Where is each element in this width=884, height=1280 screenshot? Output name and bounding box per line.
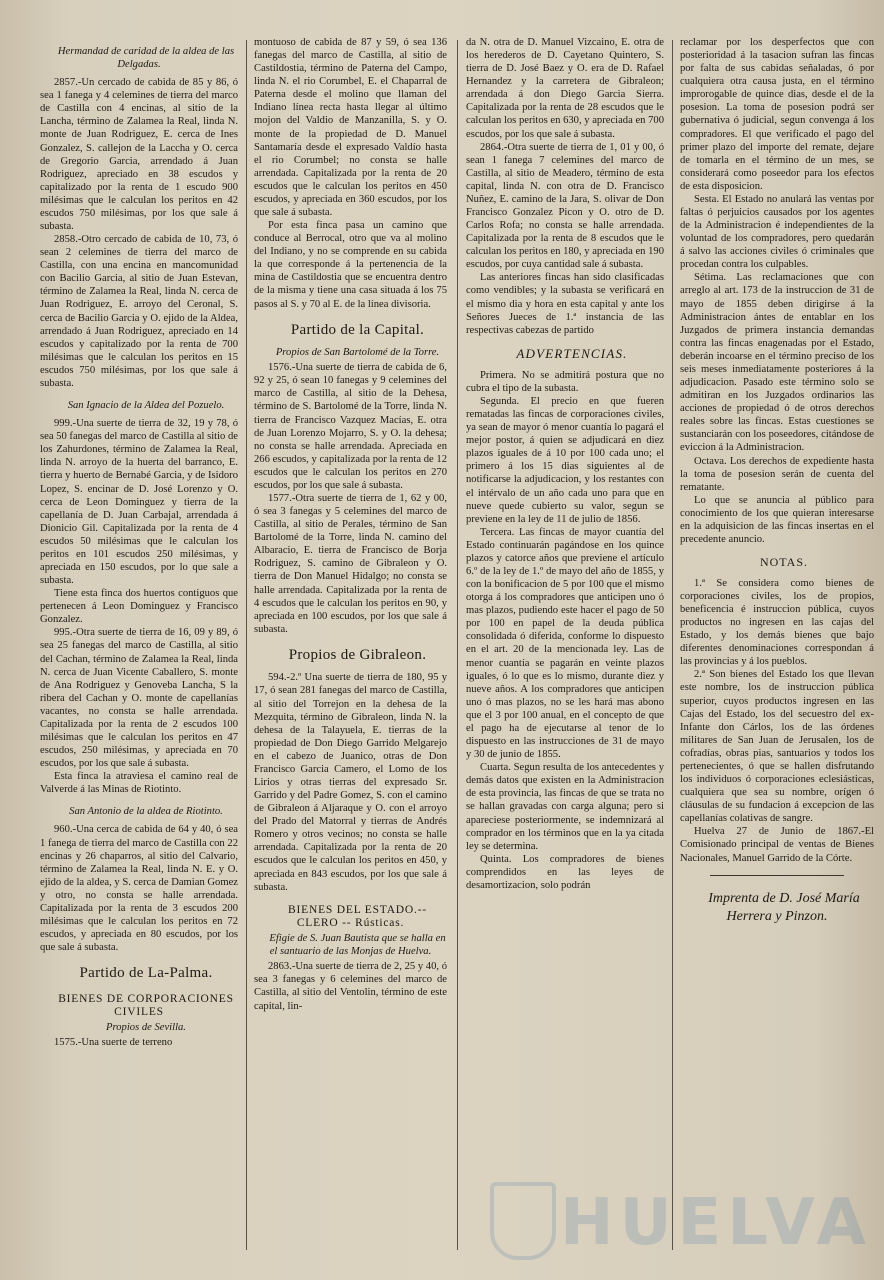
paragraph: Sétima. Las reclamaciones que con arreglo al art. 173 de la instruccion de 31 de mayo de 1855 deben dirigirse á la Administracion ántes de entablar en los Juzgados de primera instancia demandas contra las fincas enagenadas por el Estado, deberán incoarse en el término preciso de los seis meses inmediatamente posteriores á la adjudicacion. Pasado este término solo se admitiran en los Juzgados ordinarios las acciones de propiedad ó de otros derechos reales sobre las fincas. Estas cuestiones se sustanciarán con los poseedores, citándose de eviccion á la Administracion. — [680, 272, 874, 454]
advertencias-heading: ADVERTENCIAS. — [516, 345, 628, 361]
paragraph: 2.ª Son bienes del Estado los que llevan este nombre, los de instruccion pública superior, cuyos productos ingresen en las Cajas del Estado, los del secuestro del ex-Infante don Cárlos, los de las órdenes militares de San Juan de Jerusalen, los de cofradías, obras pias, santuarios y todos los pertenecientes, ó que se hallen disfrutando los individuos ó corporaciones eclesiásticas, cualquiera que sea su nombre, orígen ó cláusulas de su fundacion á excepcion de las capellanías colativas de sangre. — [680, 669, 874, 825]
paragraph: Lo que se anuncia al público para conocimiento de los que quieran interesarse en la adquisicion de las fincas insertas en el precedente anuncio. — [680, 494, 874, 545]
paragraph: Huelva 27 de Junio de 1867.-El Comisionado principal de ventas de Bienes Nacionales, Manuel Garrido de la Córte. — [680, 826, 874, 864]
paragraph: Por esta finca pasa un camino que conduce al Berrocal, otro que va al molino del Indiano, y no se comprende en su cabida la que corresponde á la pertenencia de la mina de Castildostia que se encuentra dentro de la misma y tiene una casa situada á los 75 pasos al S. y 70 al E. de la línea divisoria. — [254, 220, 447, 310]
paragraph: Las anteriores fincas han sido clasificadas como vendibles; y la subasta se verificará en el mismo dia y hora en esta capital y ante los Señores Jueces de 1.ª instancia de las respectivas cabezas de partido — [466, 272, 664, 336]
section-heading: San Antonio de la aldea de Riotinto. — [69, 806, 223, 818]
paragraph: 999.-Una suerte de tierra de 32, 19 y 78, ó sea 50 fanegas del marco de Castilla al sitio de los Zahurdones, término de Zalamea la Real, linda N. arroyo de la huerta del barranco, E. tierra y huerto de Bernabé Garcia, y de Isidoro Lopez, S. encinar de D. José Lorenzo y O. cerca de Leon Dominguez y tierra de la capellanía de D. Juan Carbajal, arrendada á Dionicio Gil. Capitalizada por la renta de 4 escudos 50 milésimas que le calculan los peritos en 101 escudos 250 milésimas, y apreciada en 150 escudos, por lo que sale a subasta. — [40, 418, 238, 587]
column-rule — [457, 40, 458, 1250]
paragraph: Octava. Los derechos de expediente hasta la toma de posesion serán de cuenta del rematante. — [680, 455, 874, 493]
paragraph-continued: reclamar por los desperfectos que con posterioridad á la tasacion sufran las fincas por falta de sus cabidas señaladas, ó por cualquiera otra causa justa, en el término improrogable de quince dias, desde el de la posesion. La toma de posesion podrá ser gubernativa ó judicial, segun convenga á los compradores. El que verificado el pago del primer plazo del importe del remate, dejare de tomarla en el término de un mes, se considerará como poseedor para los efectos de esta disposicion. — [680, 37, 874, 192]
column-rule — [672, 40, 673, 1250]
paragraph: 1.ª Se considera como bienes de corporaciones civiles, los de propios, beneficencia é instruccion pública, cuyos productos no ingresen en las cajas del Estado, y los demás bienes que bajo diferentes denominaciones correspondan á las provincias y á los pueblos. — [680, 577, 874, 668]
column-2 — [254, 36, 447, 1260]
paragraph: 2864.-Otra suerte de tierra de 1, 01 y 00, ó sean 1 fanega 7 celemines del marco de Castilla, al sitio de Meadero, término de esta capital, linda N. con otra de D. Francisco Nuñez, E. camino de la Jara, S. olivar de Don Francisco Gonzalez Picon y O. otro de D. Carlos Rofa; no consta se halle arrendada. Capitalizada por la renta de 8 escudos que le calculan los peritos en 180, y apreciada en 190 escudos, por cuya cantidad sale á subasta. — [466, 141, 664, 271]
district-heading: Partido de la Capital. — [290, 321, 425, 338]
paragraph: Quinta. Los compradores de bienes comprendidos en las leyes de desamortizacion, solo podrán — [466, 853, 664, 891]
section-heading: San Ignacio de la Aldea del Pozuelo. — [67, 400, 225, 412]
column-4 — [680, 36, 874, 1260]
paragraph: 2858.-Otro cercado de cabida de 10, 73, ó sean 2 celemines de tierra del marco de Castilla, con una encina en mancomunidad con Bacilio Garcia, al sitio de Juan Estevan, término de Zalamea la Real, linda N. cerca de Juan Rodriguez, E. arroyo del Ceronal, S. cerca de Bacilio Garcia y O. ejido de la Aldea, arrendado á Juan Rodriguez, apreciado en 14 escudos y capitalizado por la renta de 700 milésimas que le calculan los peritos en 15 escudos 750 milésimas, por los que sale á subasta. — [40, 234, 238, 389]
column-1 — [40, 36, 238, 1260]
paragraph: 995.-Otra suerte de tierra de 16, 09 y 89, ó sea 25 fanegas del marco de Castilla, al sitio del Cachan, término de Zalamea la Real, linda N. cerca de Juan Vicente Caballero, S. monte de Ana Rodriguez y Genoveba Lancha, S la ribera del Cachan y O. monte de capellanías vacantes, no consta se halle arrendada. Capitalizada por la renta de 2 escudos 100 milésimas que le calculan los peritos en 47 escudos, 250 milésimas, y apreciada en 70 escudos, por los que sale á subasta. — [40, 627, 238, 770]
paragraph: Esta finca la atraviesa el camino real de Valverde á las Minas de Riotinto. — [40, 771, 238, 796]
column-3 — [466, 36, 664, 1260]
paragraph: Primera. No se admitirá postura que no cubra el tipo de la subasta. — [466, 369, 664, 394]
paragraph: 2857.-Un cercado de cabida de 85 y 86, ó sea 1 fanega y 4 celemines de tierra del marco de Castilla con 4 encinas, al sitio de la Lancha, término de Zalamea la Real, linda N. monte de Juan Rodriguez, E. cerca de Ines Gonzalez, S. callejon de la Laccha y O. cerca de Gregorio Garcia, arrendado á Juan Rodriguez, apreciado en 38 escudos y capitalizado por la renta de 1 escudo 900 milésimas que le calculan los peritos en 42 escudos 750 milésimas, por los que sale á subasta. — [40, 77, 238, 233]
paragraph: Segunda. El precio en que fueren rematadas las fincas de corporaciones civiles, ya sean de mayor ó menor cuantía lo pagará el mejor postor, á quien se adjudicará en diez plazos iguales de á 10 por 100 cada uno; el primero á los 15 dias siguientes al de notificarse la adjudicacion, y los restantes con el intérvalo de un año cada uno para que en nueve quede cubierto su valor, segun se previene en la ley de 11 de julio de 1856. — [466, 396, 664, 525]
paragraph: 1577.-Otra suerte de tierra de 1, 62 y 00, ó sea 3 fanegas y 5 celemines del marco de Castilla, al sitio de Perales, término de San Bartolomé de la Torre, linda N. camino del Albaracio, E. tierra de Francisco de Borja Rodriguez, S. camino de Gibraleon y O. tierra de Don Manuel Hidalgo; no consta se halle arrendada. Capitalizada por la renta de 4 escudos que le calculan los peritos en 90, y apreciada en 100 escudos, por los que sale á subasta. — [254, 493, 447, 635]
subheading: Efigie de S. Juan Bautista que se halla en el santuario de las Monjas de Huelva. — [269, 933, 446, 958]
separator-rule — [710, 875, 844, 876]
district-heading: Propios de Gibraleon. — [288, 646, 427, 663]
printer-imprint: Imprenta de D. José María Herrera y Pinzon. — [708, 890, 860, 924]
paragraph: 2863.-Una suerte de tierra de 2, 25 y 40, ó sea 3 fanegas y 6 celemines del marco de Castilla, al sitio del Ventolin, término de este capital, lin- — [254, 961, 447, 1012]
paragraph-continued: montuoso de cabida de 87 y 59, ó sea 136 fanegas del marco de Castilla, al sitio de Castildostia, término de Paterna del Campo, linda N. el rio Corumbel, E. el Chaparral de Paterna desde el molino que llaman del Indiano línea recta hasta llegar al último mojon del Valdio de Manzanilla, S. y O. monte de la propiedad de D. Manuel Santamaría desde el expresado Valdío hasta el rio Corumbel; no consta se halle arrendada. Capitalizada por la renta de 20 escudos que le calculan los peritos en 450 escudos, y apreciada en 360 escudos, por los que sale á subasta. — [254, 37, 447, 219]
paragraph-continued: da N. otra de D. Manuel Vizcaino, E. otra de los herederos de D. Cayetano Quintero, S. tierra de D. José Baez y O. era de D. Rafael Hernandez y la carretera de Gibraleon; arrendada á don Diego Garcia Sierra. Capitalizada por la renta de 28 escudos que le calculan los peritos en 630, y apreciada en 700 escudos, por los que sale á subasta. — [466, 37, 664, 140]
district-heading: Partido de La-Palma. — [79, 965, 213, 982]
paragraph: 960.-Una cerca de cabida de 64 y 40, ó sea 1 fanega de tierra del marco de Castilla con 22 encinas y 26 chaparros, al sitio del Calvario, término de Zalamea la Real, linda N. E. y O. ejido de la aldea, y S. cerca de Damian Gomez y otro, no consta se halle arrendada. Capitalizada por la renta de 3 escudos 200 milésimas que le calculan los peritos en 72 escudos, y apreciada en 80 escudos, por los que sale á subasta. — [40, 824, 238, 954]
notas-heading: NOTAS. — [759, 555, 809, 570]
column-rule — [246, 40, 247, 1250]
category-heading: BIENES DEL ESTADO.--CLERO -- Rústicas. — [288, 903, 427, 929]
subheading: Propios de Sevilla. — [106, 1022, 186, 1034]
subheading: Propios de San Bartolomé de la Torre. — [275, 347, 440, 359]
category-heading: BIENES DE CORPORACIONES CIVILES — [58, 992, 234, 1018]
paragraph: Sesta. El Estado no anulará las ventas por faltas ó perjuicios causados por los agentes de la Administracion é independientes de la voluntad de los compradores, pero quedarán á salvo las acciones civiles ó criminales que procedan contra los culpables. — [680, 193, 874, 271]
watermark-word: HUELVA — [560, 1186, 872, 1260]
paragraph: 1575.-Una suerte de terreno — [54, 1037, 173, 1049]
paragraph: Cuarta. Segun resulta de los antecedentes y demás datos que existen en la Administracion de esta provincia, las fincas de que se trata no se hallan gravadas con carga alguna; pero si apareciese posteriormente, se indemnizará al comprador en los términos que en la ya citada ley se determina. — [466, 762, 664, 852]
section-heading: Hermandad de caridad de la aldea de las Delgadas. — [57, 46, 235, 71]
paragraph: 594.-2.º Una suerte de tierra de 180, 95 y 17, ó sean 281 fanegas del marco de Castilla, al sitio del Torrejon en la dehesa de la Mezquita, término de Gibraleon, linda N. la dehesa de la Talayuela, E. tierras de la propiedad de Don Diego Garrido Melgarejo en el cabezo de Juanico, otras de Don Francisco Garcia Camero, el Lomo de los Lirios y otras tierras del expresado Sr. Garrido y del Padre Gomez, S. con el camino de Gibraleon á Aljaraque y O. con el arroyo del Prado del Matorral y tierras de Andrés Romero y otros vecinos; no consta se halle arrendada. Capitalizada por la renta de 20 escudos que le calculan los peritos en 450, y apreciada en 843 escudos, por los que sale á subasta. — [254, 672, 447, 893]
paragraph: 1576.-Una suerte de tierra de cabida de 6, 92 y 25, ó sean 10 fanegas y 9 celemines del marco de Castilla, al sitio de la Dehesa, término de S. Bartolomé de la Torre, linda N. tierra de Francisco Vazquez Macías, E. otra de Juan Lorenzo Mojarro, S. y O. la dehesa; no consta se halle arrendada. Apreciada en 266 escudos, y capitalizada por la renta de 12 escudos que le calculan los peritos en 270 escudos, por los que sale á subasta. — [254, 362, 447, 491]
paragraph: Tercera. Las fincas de mayor cuantía del Estado continuarán pagándose en los quince plazos y catorce años que previene el artículo 6.º de la ley de 1.º de mayo del año de 1855, y con la bonificacion de 5 por 100 que el mismo otorga á los compradores que anticipen uno ó mas plazos, pudiendo este hacer el pago de 50 por 100 en papel de la deuda pública consolidada ó diferida, conforme lo dispuesto en el art. 20 de la mencionada ley. Las de menor cuantía se pagarán en veinte plazos iguales, ó lo que es lo mismo, durante diez y nueve años. A los compradores que anticipen uno ó mas plazos, no se les hará mas abono que el 3 por 100 anual, en el concepto de que el pago ha de ejecutarse al tenor de lo dispuesto en las instrucciones de 31 de mayo y 30 de junio de 1855. — [466, 526, 664, 761]
paragraph: Tiene esta finca dos huertos contiguos que pertenecen á Leon Dominguez y Francisco Gonzalez. — [40, 588, 238, 626]
